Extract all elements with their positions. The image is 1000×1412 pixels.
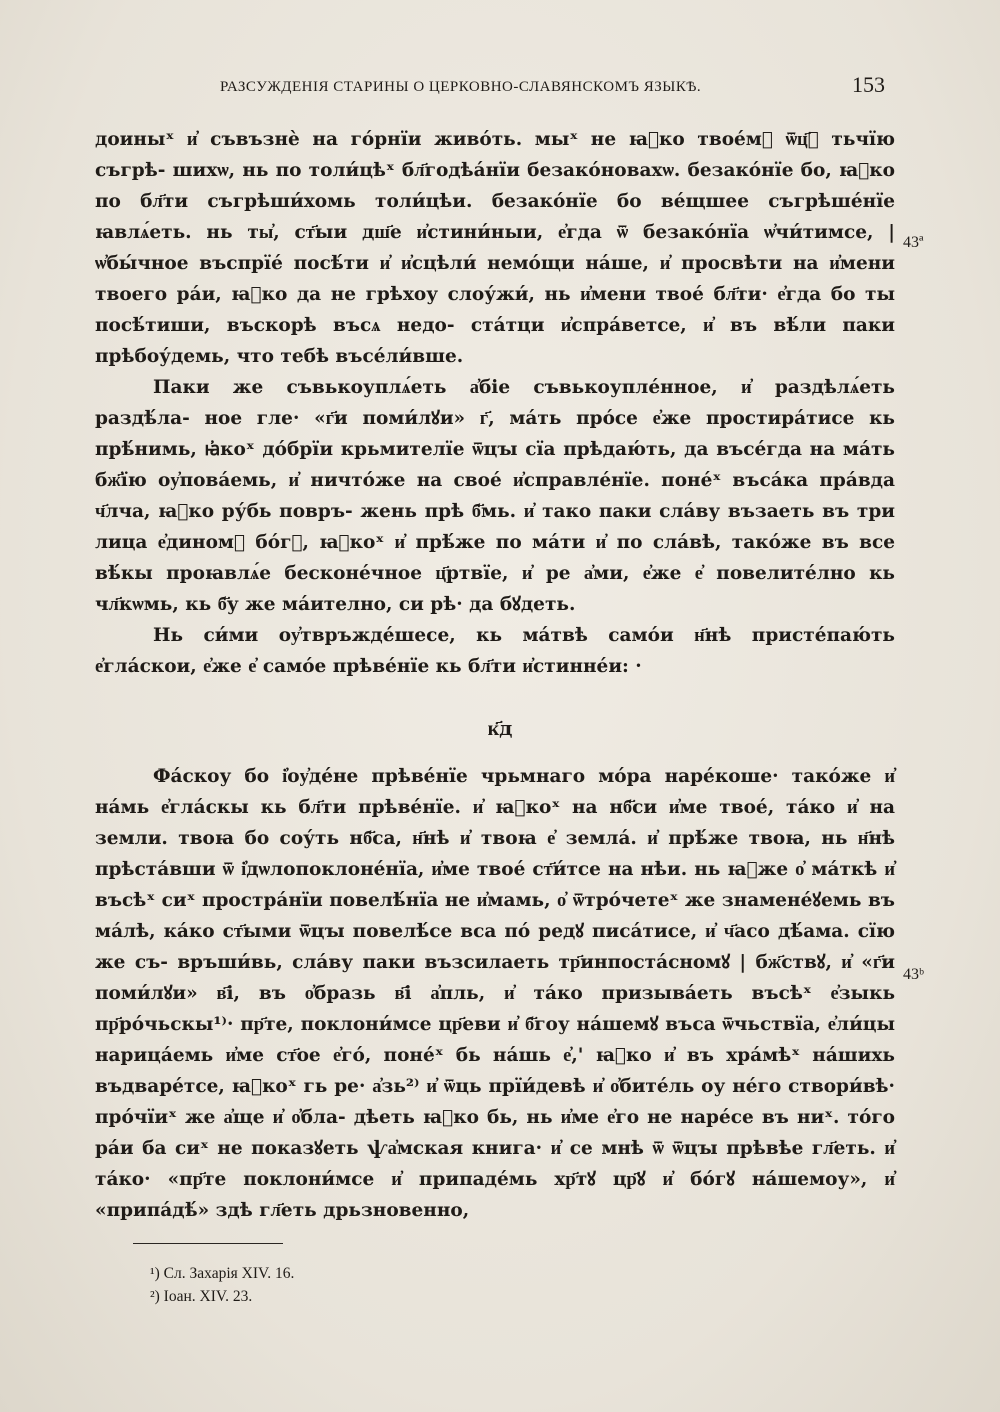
- footnote: ¹) Сл. Захарія XIV. 16.: [150, 1265, 295, 1282]
- main-text-continued: [95, 761, 895, 1226]
- main-text: [95, 124, 895, 682]
- running-title: РАЗСУЖДЕНІЯ СТАРИНЫ О ЦЕРКОВНО-СЛАВЯНСКОМЪ ЯЗЫКѢ.: [220, 79, 702, 95]
- section-number: к҃д: [487, 716, 513, 740]
- paragraph: доиныˣ и҆ съвъзнѐ на го́рнїи живо́ть. мыˣ не ꙗ҆ко твое́мꙋ ѿц҃ꙋ тьчїю съгрѣ- шихѡ, нь по толи́цѣˣ бл҃годѣа́нїи безако́новахѡ. безако́нїе бо, ꙗ҆ко по бл҃ти съгрѣши́хомь толи́цѣи. безако́нїе бо ве́щшее съгрѣше́нїе ꙗвлѧ́еть. нь ты҆, ст҃ыи дш҃е и҆стини́ныи, е҆гда ѿ безако́нїа ѡ҆чи́тимсе, | ѡ҆бы́чное въспрїе́ посѣ́ти и҆ и҆сцѣли́ немо́щи на́ше, и҆ просвѣти на и҆мени твоего ра́и, ꙗ҆ко да не грѣхоу слоу́жи́, нь и҆мени твое́ бл҃ти· е҆гда бо ты посѣ́тиши, въскорѣ въсѧ недо- ста́тци и҆спра́ветсе, и҆ въ вѣ́ли паки прѣбоу́демь, что тебѣ въсе́ли́вше.: [95, 129, 895, 367]
- footnote-divider: [133, 1243, 283, 1244]
- page-header: [210, 72, 885, 105]
- paragraph: Фа́скоу бо і҆оу҆де́не прѣве́нїе чрьмнаго мо́ра наре́коше· тако́же и҆ на́мь е҆гла́скы кь бл҃ти прѣве́нїе. и҆ ꙗ҆коˣ на нб҃си и҆ме твое́, та́ко и҆ на земли. твоꙗ бо соу́ть нб҃са, н҃нѣ и҆ твоꙗ е҆ земла́. и҆ прѣ́же твоꙗ, нь н҃нѣ прѣста́вши ѿ і҆дѡлопоклоне́нїа, и҆ме твое́ ст҃и́тсе на нѣи. нь ꙗ҆же о҆ ма́ткѣ и҆ въсѣˣ сиˣ простра́нїи повелѣ́нїа не и҆мамь, о҆ ѿтро́четеˣ же знамене́ꙋемь въ ма́лѣ, ка́ко ст҃ыми ѿцꙑ повелѣ́се вса по́ редꙋ писа́тисе, и҆ ч҃асо дѣ́ама. сїю же съ- връши́вь, сла́ву паки възсилаеть тр҃инпоста́сномꙋ | бж҃ствꙋ, и҆ «г҃и поми́лꙋи» в҃і, въ о҆бразь в҃і а҆пль, и҆ та́ко призыва́еть въсѣˣ е҆зыкь пр҃ро́чьскы¹⁾· пр҃те, поклони́мсе цр҃еви и҆ б҃гоу на́шемꙋ въса ѿчьствїа, е҆ли́цы нарица́емь и҆ме ст҃ое е҆го́, поне́ˣ бь на́шь е҆,' ꙗ҆ко и҆ въ хра́мѣˣ на́шихь въдваре́тсе, ꙗ҆коˣ гь ре· а҆зь²⁾ и҆ ѿць прїи́девѣ и҆ о҆бите́ль оу не́го створи́вѣ· про́чїиˣ же а҆ще и҆ о҆бла- дѣеть ꙗ҆ко бь, нь и҆ме е҆го не наре́се въ ниˣ. то́го ра́и ба сиˣ не показꙋеть ѱа҆мская книга· и҆ се мнѣ ѿ ѿцꙑ прѣвѣе гл҃еть. и҆ та́ко· «пр҃те поклони́мсе и҆ припаде́мь хр҃тꙋ цр҃ꙋ и҆ бо́гꙋ на́шемоу», и҆ «припа́дѣ́» здѣ гл҃еть дрьзновенно,: [95, 766, 895, 1221]
- paragraph: Нь си́ми оу҆твръжде́шесе, кь ма́твѣ само́и н҃нѣ присте́паю́ть е҆гла́скои, е҆же е҆ само́е прѣве́нїе кь бл҃ти и҆стинне́и: ·: [95, 625, 895, 677]
- footnote: ²) Іоан. XIV. 23.: [150, 1288, 253, 1305]
- margin-note: 43ª: [903, 234, 924, 251]
- margin-note: 43ᵇ: [903, 966, 924, 983]
- page-number: 153: [852, 72, 885, 97]
- footnotes: [150, 1262, 294, 1308]
- paragraph: Паки же съвькоуплѧ́еть а҆біе съвькоупле́нное, и҆ раздѣлѧ́еть раздѣ́ла- ное гле· «г҃и поми́лꙋи» г҃, ма́ть про́се е҆же простира́тисе кь прѣ́нимь, ꙗ҆коˣ до́брїи крьмителїе ѿцꙑ сїа прѣдаю́ть, да въсе́гда на ма́ть бж҃їю оу҆пова́емь, и҆ ничто́же на свое́ и҆справле́нїе. поне́ˣ въса́ка пра́вда ч҃лча, ꙗ҆ко ру́бь повръ- жень прѣ б҃мь. и҆ тако паки сла́ву възаеть въ три лица е҆диномꙋ бо́гꙋ, ꙗ҆коˣ и҆ прѣ́же по ма́ти и҆ по сла́вѣ, тако́же въ все вѣ́кы проꙗвлѧ́е бесконе́чное ц҃ртвїе, и҆ ре а҆ми, е҆же е҆ повелите́лно кь чл҃кѡмь, кь б҃у же ма́ително, си рѣ· да бꙋдеть.: [95, 377, 895, 615]
